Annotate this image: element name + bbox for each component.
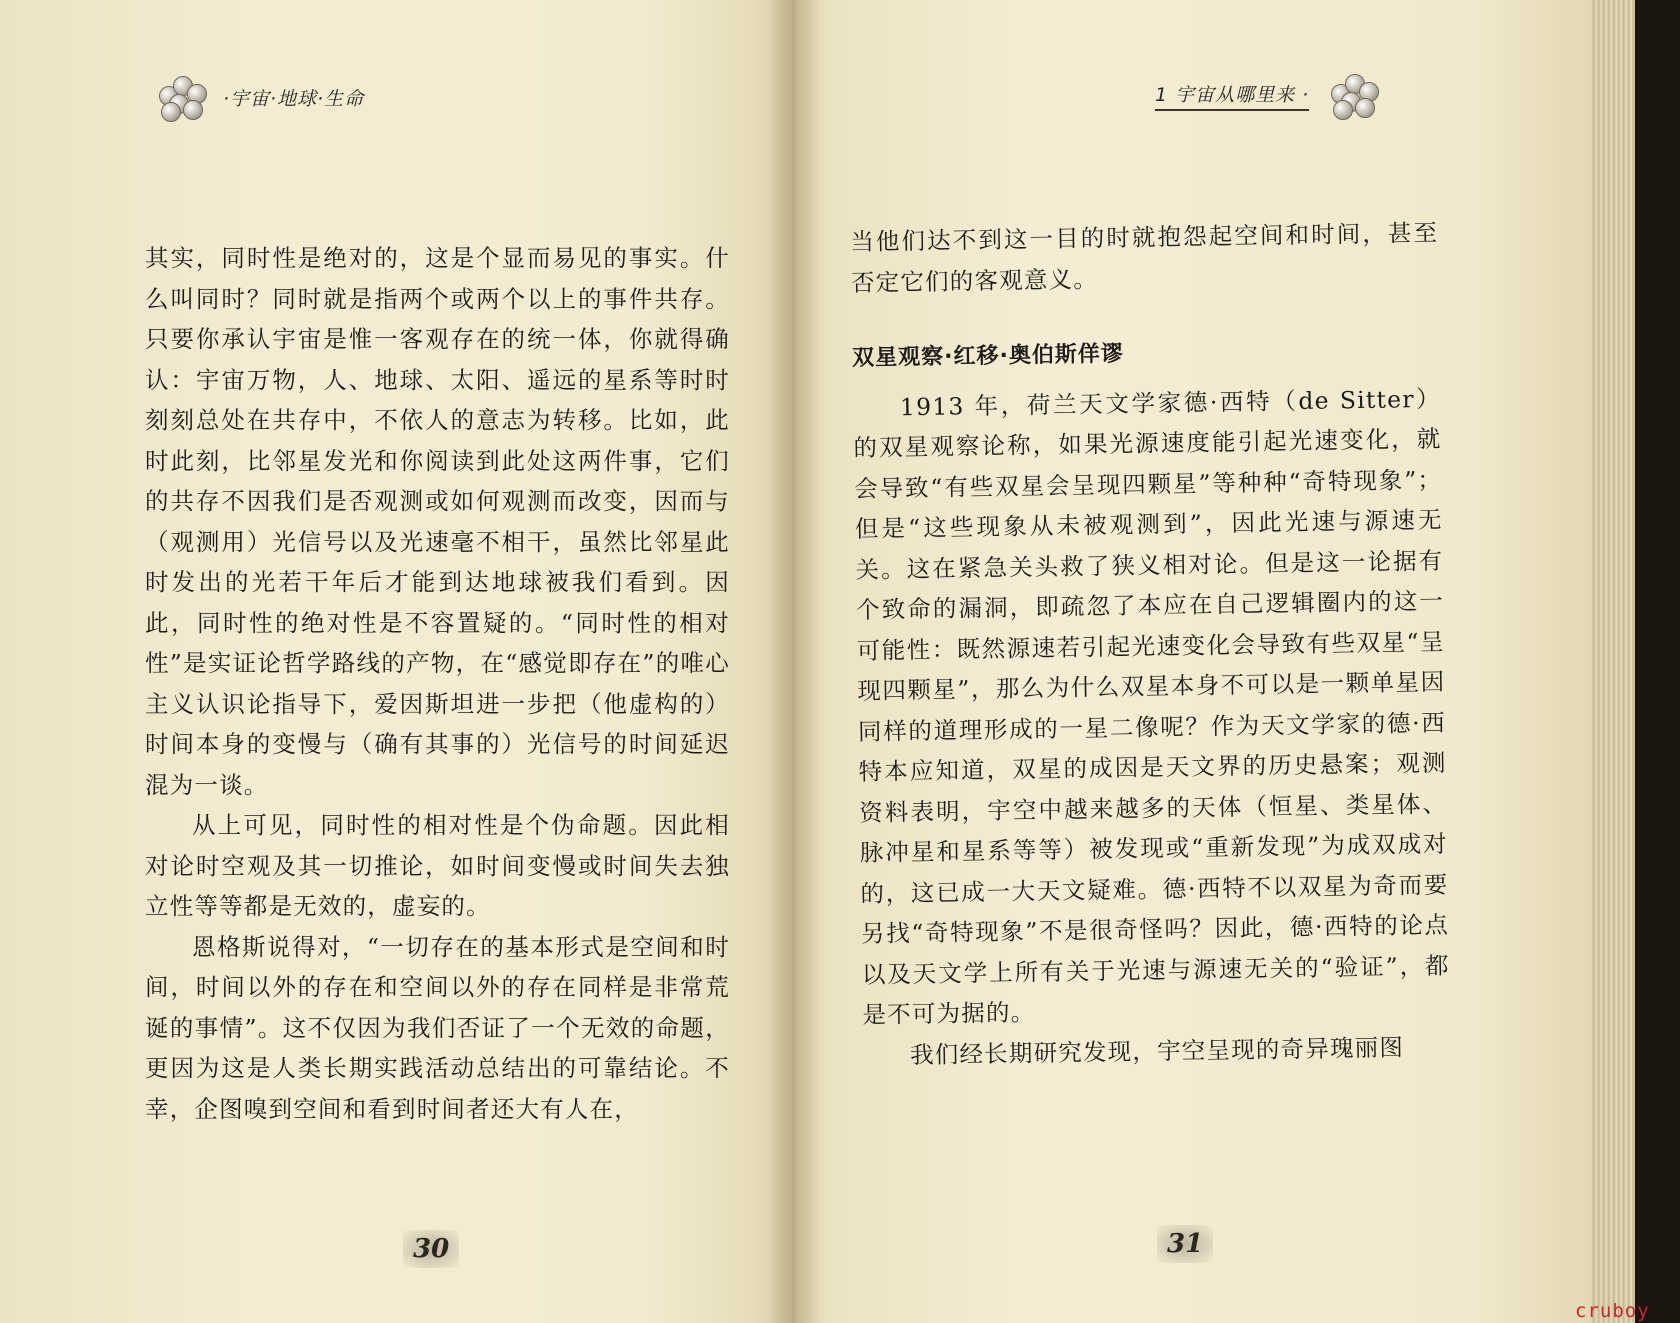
molecule-logo-icon bbox=[1327, 70, 1383, 120]
right-running-header bbox=[1155, 70, 1383, 120]
section-heading: 双星观察·红移·奥伯斯佯谬 bbox=[851, 341, 1125, 371]
page-number-left: 30 bbox=[403, 1230, 459, 1268]
left-page-body bbox=[145, 238, 730, 1129]
paragraph: 我们经长期研究发现，宇空呈现的奇异瑰丽图 bbox=[909, 1032, 1405, 1069]
paragraph: 从上可见，同时性的相对性是个伪命题。因此相对论时空观及其一切推论，如时间变慢或时间失去独立性等等都是无效的，虚妄的。 bbox=[145, 811, 730, 920]
right-page-body bbox=[850, 213, 1451, 1076]
paragraph-continuation: 当他们达不到这一目的时就抱怨起空间和时间，甚至否定它们的客观意义。 bbox=[850, 218, 1439, 297]
right-header-text: 1 宇宙从哪里来 · bbox=[1155, 80, 1309, 111]
scanner-watermark: cruboy bbox=[1575, 1300, 1650, 1322]
left-running-header bbox=[155, 72, 364, 122]
paragraph: 1913 年，荷兰天文学家德·西特（de Sitter）的双星观察论称，如果光源速度能引起光速变化，就会导致“有些双星会呈现四颗星”等种种“奇特现象”；但是“这些现象从未被观测到”，因此光速与源速无关。这在紧急关头救了狭义相对论。但是这一论据有个致命的漏洞，即疏忽了本应在自己逻辑圈内的这一可能性：既然源速若引起光速变化会导致有些双星“呈现四颗星”，那么为什么双星本身不可以是一颗单星因同样的道理形成的一星二像呢？作为天文学家的德·西特本应知道，双星的成因是天文界的历史悬案；观测资料表明，宇空中越来越多的天体（恒星、类星体、脉冲星和星系等等）被发现或“重新发现”为成双成对的，这已成一大天文疑难。德·西特不以双星为奇而要另找“奇特现象”不是很奇怪吗？因此，德·西特的论点以及天文学上所有关于光速与源速无关的“验证”，都是不可为据的。 bbox=[853, 384, 1450, 1029]
molecule-logo-icon bbox=[155, 72, 211, 122]
book-gutter bbox=[770, 0, 820, 1323]
paragraph: 其实，同时性是绝对的，这是个显而易见的事实。什么叫同时？同时就是指两个或两个以上的事件共存。只要你承认宇宙是惟一客观存在的统一体，你就得确认：宇宙万物，人、地球、太阳、遥远的星系等时时刻刻总处在共存中，不依人的意志为转移。比如，此时此刻，比邻星发光和你阅读到此处这两件事，它们的共存不因我们是否观测或如何观测而改变，因而与（观测用）光信号以及光速毫不相干，虽然比邻星此时发出的光若干年后才能到达地球被我们看到。因此，同时性的绝对性是不容置疑的。“同时性的相对性”是实证论哲学路线的产物，在“感觉即存在”的唯心主义认识论指导下，爱因斯坦进一步把（他虚构的）时间本身的变慢与（确有其事的）光信号的时间延迟混为一谈。 bbox=[145, 244, 730, 799]
scanner-background bbox=[1635, 0, 1680, 1323]
page-edges bbox=[1590, 0, 1635, 1323]
paragraph: 恩格斯说得对，“一切存在的基本形式是空间和时间，时间以外的存在和空间以外的存在同样是非常荒诞的事情”。这不仅因为我们否证了一个无效的命题，更因为这是人类长期实践活动总结出的可靠结论。不幸，企图嗅到空间和看到时间者还大有人在， bbox=[145, 932, 730, 1123]
page-number-right: 31 bbox=[1157, 1225, 1213, 1263]
left-header-text: ·宇宙·地球·生命 bbox=[223, 87, 365, 110]
